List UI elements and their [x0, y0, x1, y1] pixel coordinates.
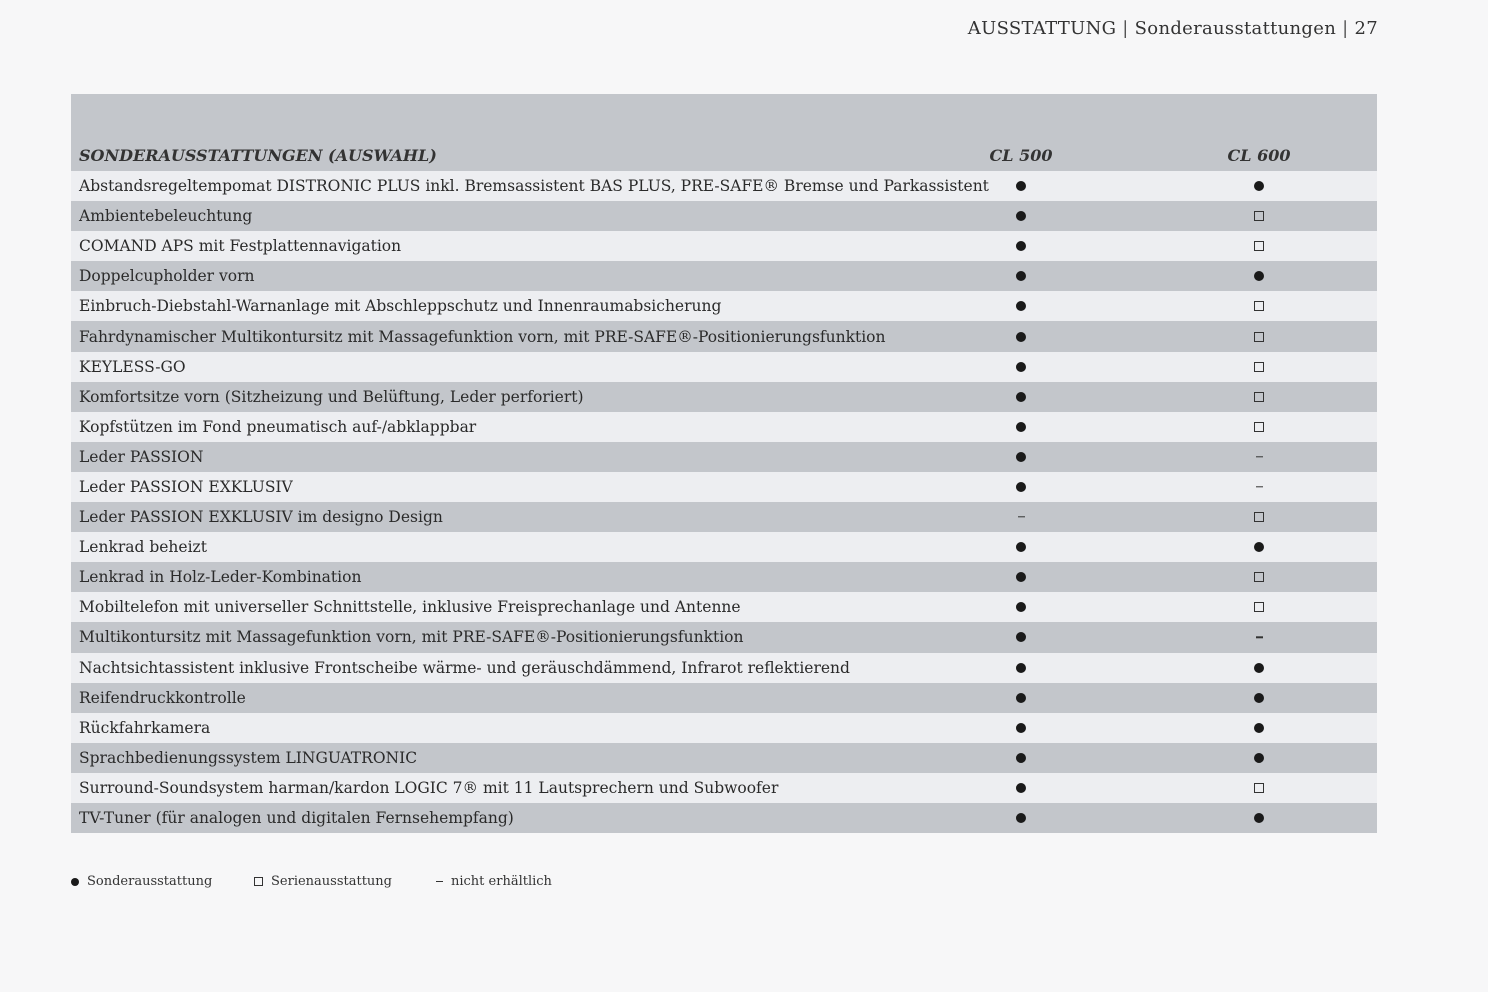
- table-row: [71, 352, 1377, 382]
- feature-label: Kopfstützen im Fond pneumatisch auf-/abklappbar: [79, 417, 477, 436]
- feature-label: Doppelcupholder vorn: [79, 267, 255, 286]
- dot-icon: [973, 332, 1069, 342]
- page-number: 27: [1354, 18, 1378, 39]
- feature-label: Leder PASSION EXKLUSIV im designo Design: [79, 508, 443, 527]
- feature-label: Fahrdynamischer Multikontursitz mit Massagefunktion vorn, mit PRE-SAFE®-Positionierungsfunktion: [79, 327, 886, 346]
- dot-icon: [1211, 181, 1307, 191]
- feature-label: Rückfahrkamera: [79, 718, 211, 737]
- table-row: [71, 653, 1377, 683]
- square-icon: [1211, 512, 1307, 522]
- header-subsection: Sonderausstattungen: [1134, 18, 1337, 39]
- dot-icon: [1211, 663, 1307, 673]
- dot-icon: [973, 301, 1069, 311]
- dot-icon: [973, 452, 1069, 462]
- dash-icon: [1211, 637, 1307, 638]
- page-header: [968, 18, 1378, 39]
- feature-label: Sprachbedienungssystem LINGUATRONIC: [79, 748, 418, 767]
- dot-icon: [1211, 542, 1307, 552]
- table-row: [71, 562, 1377, 592]
- header-separator: |: [1342, 18, 1349, 39]
- header-separator: |: [1122, 18, 1129, 39]
- dot-icon: [1211, 813, 1307, 823]
- table-row: [71, 532, 1377, 562]
- table-row: [71, 622, 1377, 652]
- square-icon: [1211, 301, 1307, 311]
- table-row: [71, 803, 1377, 833]
- table-row: [71, 171, 1377, 201]
- dot-icon: [1211, 723, 1307, 733]
- square-icon: [1211, 211, 1307, 221]
- square-icon: [1211, 602, 1307, 612]
- feature-label: Ambientebeleuchtung: [79, 207, 253, 226]
- legend-item-unavailable: [436, 874, 552, 889]
- square-icon: [1211, 783, 1307, 793]
- dot-icon: [973, 271, 1069, 281]
- feature-label: Abstandsregeltempomat DISTRONIC PLUS inkl. Bremsassistent BAS PLUS, PRE-SAFE® Bremse und Parkassistent: [79, 177, 989, 196]
- table-header: [71, 94, 1377, 171]
- dot-icon: [973, 362, 1069, 372]
- table-row: [71, 201, 1377, 231]
- feature-label: Einbruch-Diebstahl-Warnanlage mit Abschleppschutz und Innenraumabsicherung: [79, 297, 722, 316]
- dot-icon: [973, 572, 1069, 582]
- dot-icon: [973, 663, 1069, 673]
- dot-icon: [973, 632, 1069, 642]
- options-table: [71, 94, 1377, 833]
- table-row: [71, 442, 1377, 472]
- table-row: [71, 713, 1377, 743]
- feature-label: Komfortsitze vorn (Sitzheizung und Belüftung, Leder perforiert): [79, 387, 584, 406]
- table-row: [71, 261, 1377, 291]
- square-icon: [1211, 332, 1307, 342]
- dot-icon: [973, 392, 1069, 402]
- dot-icon: [973, 813, 1069, 823]
- legend-label-special: Sonderausstattung: [87, 874, 213, 889]
- feature-label: Reifendruckkontrolle: [79, 688, 246, 707]
- table-row: [71, 231, 1377, 261]
- dash-icon: [436, 881, 443, 882]
- dot-icon: [973, 482, 1069, 492]
- column-header-cl600: CL 600: [1227, 146, 1291, 165]
- legend-label-standard: Serienausstattung: [271, 874, 392, 889]
- legend-item-special: [71, 874, 254, 889]
- feature-label: Leder PASSION EXKLUSIV: [79, 477, 293, 496]
- dot-icon: [973, 783, 1069, 793]
- legend-item-standard: [254, 874, 436, 889]
- table-row: [71, 502, 1377, 532]
- dot-icon: [973, 181, 1069, 191]
- legend-label-unavailable: nicht erhältlich: [451, 874, 552, 889]
- dot-icon: [1211, 271, 1307, 281]
- table-row: [71, 291, 1377, 321]
- feature-label: Nachtsichtassistent inklusive Frontscheibe wärme- und geräuschdämmend, Infrarot reflektierend: [79, 658, 850, 677]
- feature-label: Leder PASSION: [79, 447, 204, 466]
- feature-label: Surround-Soundsystem harman/kardon LOGIC 7® mit 11 Lautsprechern und Subwoofer: [79, 778, 779, 797]
- table-body: [71, 171, 1377, 833]
- column-header-feature: SONDERAUSSTATTUNGEN (AUSWAHL): [79, 146, 437, 165]
- square-icon: [1211, 422, 1307, 432]
- legend: [71, 874, 552, 889]
- feature-label: Mobiltelefon mit universeller Schnittstelle, inklusive Freisprechanlage und Antenne: [79, 598, 741, 617]
- dot-icon: [973, 241, 1069, 251]
- dot-icon: [1211, 693, 1307, 703]
- feature-label: KEYLESS-GO: [79, 357, 186, 376]
- feature-label: Multikontursitz mit Massagefunktion vorn, mit PRE-SAFE®-Positionierungsfunktion: [79, 628, 744, 647]
- square-icon: [1211, 362, 1307, 372]
- dash-icon: [1211, 486, 1307, 487]
- feature-label: Lenkrad in Holz-Leder-Kombination: [79, 568, 362, 587]
- square-icon: [254, 877, 263, 886]
- dot-icon: [973, 753, 1069, 763]
- dash-icon: [973, 516, 1069, 517]
- table-row: [71, 321, 1377, 351]
- dash-icon: [1211, 456, 1307, 457]
- table-row: [71, 592, 1377, 622]
- square-icon: [1211, 241, 1307, 251]
- dot-icon: [973, 723, 1069, 733]
- feature-label: TV-Tuner (für analogen und digitalen Fernsehempfang): [79, 809, 514, 828]
- table-row: [71, 743, 1377, 773]
- feature-label: Lenkrad beheizt: [79, 538, 207, 557]
- dot-icon: [71, 878, 79, 886]
- table-row: [71, 683, 1377, 713]
- dot-icon: [1211, 753, 1307, 763]
- dot-icon: [973, 211, 1069, 221]
- header-section: AUSSTATTUNG: [967, 18, 1117, 39]
- dot-icon: [973, 602, 1069, 612]
- table-row: [71, 773, 1377, 803]
- square-icon: [1211, 392, 1307, 402]
- dot-icon: [973, 422, 1069, 432]
- table-row: [71, 412, 1377, 442]
- table-row: [71, 382, 1377, 412]
- square-icon: [1211, 572, 1307, 582]
- dot-icon: [973, 542, 1069, 552]
- table-row: [71, 472, 1377, 502]
- dot-icon: [973, 693, 1069, 703]
- column-header-cl500: CL 500: [989, 146, 1053, 165]
- feature-label: COMAND APS mit Festplattennavigation: [79, 237, 402, 256]
